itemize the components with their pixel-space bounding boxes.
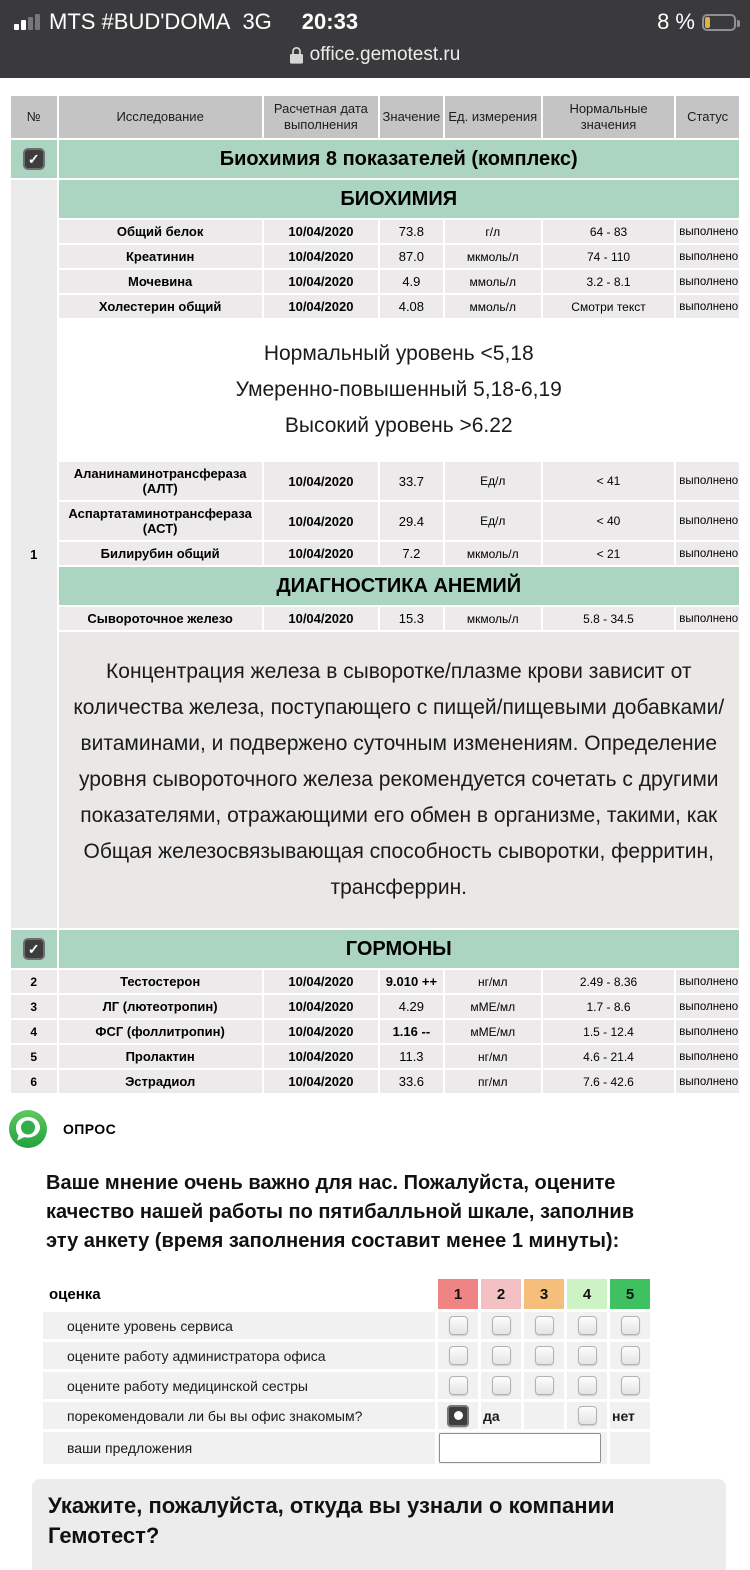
date-cell: 10/04/2020 xyxy=(264,1045,378,1068)
table-row xyxy=(11,245,739,268)
source-question-text: Укажите, пожалуйста, откуда вы узнали о компании Гемотест? xyxy=(48,1493,615,1548)
normal-range-cell: 1.7 - 8.6 xyxy=(543,995,674,1018)
row-number: 4 xyxy=(11,1020,57,1043)
rating-checkbox[interactable] xyxy=(492,1346,511,1365)
date-cell: 10/04/2020 xyxy=(264,970,378,993)
question-label: оцените уровень сервиса xyxy=(43,1312,435,1339)
scale-2: 2 xyxy=(481,1279,521,1309)
source-question-box xyxy=(32,1479,726,1570)
cholesterol-note-line: Нормальный уровень <5,18 xyxy=(263,342,534,365)
normal-range-cell: 74 - 110 xyxy=(543,245,674,268)
rating-checkbox[interactable] xyxy=(535,1316,554,1335)
value-cell: 4.08 xyxy=(380,295,443,318)
section-anemia-title: ДИАГНОСТИКА АНЕМИЙ xyxy=(59,567,740,605)
date-cell: 10/04/2020 xyxy=(264,270,378,293)
note-row-iron xyxy=(11,632,739,928)
status-cell: выполнено xyxy=(676,295,739,318)
rating-checkbox[interactable] xyxy=(492,1376,511,1395)
col-header-test: Исследование xyxy=(59,96,262,138)
unit-cell: пг/мл xyxy=(445,1070,541,1093)
date-cell: 10/04/2020 xyxy=(264,462,378,500)
survey-intro-text: Ваше мнение очень важно для нас. Пожалуйста, оцените качество нашей работы по пятибалльной шкале, заполнив эту анкету (время заполнения составит менее 1 минуты): xyxy=(46,1172,634,1252)
question-label: оцените работу администратора офиса xyxy=(43,1342,435,1369)
lock-icon xyxy=(290,47,303,64)
row-number-group1: 1 xyxy=(11,180,57,928)
section-hormones-title: ГОРМОНЫ xyxy=(59,930,740,968)
status-cell: выполнено xyxy=(676,1020,739,1043)
unit-cell: ммоль/л xyxy=(445,270,541,293)
package-row xyxy=(11,140,739,178)
test-name-cell: Креатинин xyxy=(59,245,262,268)
normal-range-cell: 2.49 - 8.36 xyxy=(543,970,674,993)
normal-range-cell: 1.5 - 12.4 xyxy=(543,1020,674,1043)
status-cell: выполнено xyxy=(676,970,739,993)
package-checkbox-cell xyxy=(11,140,57,178)
iron-note xyxy=(59,632,740,928)
suggestions-label: ваши предложения xyxy=(43,1432,435,1464)
table-row xyxy=(11,1020,739,1043)
package-hormones-checkbox[interactable] xyxy=(23,938,45,960)
cholesterol-note xyxy=(59,320,740,460)
status-bar-top-row xyxy=(0,6,750,38)
question-label: порекомендовали ли бы вы офис знакомым? xyxy=(43,1402,435,1429)
recommend-yes-checkbox[interactable] xyxy=(447,1405,469,1427)
col-header-unit: Ед. измерения xyxy=(445,96,541,138)
row-number: 2 xyxy=(11,970,57,993)
scale-3: 3 xyxy=(524,1279,564,1309)
date-cell: 10/04/2020 xyxy=(264,295,378,318)
unit-cell: мМЕ/мл xyxy=(445,995,541,1018)
status-bar xyxy=(0,0,750,78)
scale-1: 1 xyxy=(438,1279,478,1309)
rating-scale-label: оценка xyxy=(43,1279,435,1309)
section-biochem-title: БИОХИМИЯ xyxy=(59,180,740,218)
status-cell: выполнено xyxy=(676,995,739,1018)
url-bar[interactable] xyxy=(0,44,750,66)
status-cell: выполнено xyxy=(676,542,739,565)
date-cell: 10/04/2020 xyxy=(264,995,378,1018)
col-header-num: № xyxy=(11,96,57,138)
normal-range-cell: 5.8 - 34.5 xyxy=(543,607,674,630)
test-name-cell: Аланинаминотрансфераза (АЛТ) xyxy=(59,462,262,500)
iron-note-text: Концентрация железа в сыворотке/плазме крови зависит от количества железа, поступающего с пищей/пищевыми добавками/ витаминами, и подвержено суточным изменениям. Определение уровня сывороточного железа рекомендуется сочетать с другими показателями, отражающими его обмен в организме, такими, как Общая железосвязывающая способность сыворотки, ферритин, трансферрин. xyxy=(73,660,725,899)
gemotest-chat-logo-icon xyxy=(8,1109,48,1149)
rating-checkbox[interactable] xyxy=(578,1346,597,1365)
unit-cell: Ед/л xyxy=(445,502,541,540)
rating-checkbox[interactable] xyxy=(492,1316,511,1335)
checkmark-icon: ✓ xyxy=(27,941,40,957)
test-name-cell: Аспартатаминотрансфераза (АСТ) xyxy=(59,502,262,540)
table-row xyxy=(11,542,739,565)
rating-checkbox[interactable] xyxy=(621,1376,640,1395)
test-name-cell: Пролактин xyxy=(59,1045,262,1068)
row-number: 3 xyxy=(11,995,57,1018)
package-title: Биохимия 8 показателей (комплекс) xyxy=(59,140,740,178)
value-cell: 33.7 xyxy=(380,462,443,500)
table-row xyxy=(11,295,739,318)
rating-scale-row xyxy=(43,1279,650,1309)
unit-cell: ммоль/л xyxy=(445,295,541,318)
test-name-cell: Сывороточное железо xyxy=(59,607,262,630)
survey-suggestions-row xyxy=(43,1432,650,1464)
normal-range-cell: < 41 xyxy=(543,462,674,500)
status-cell: выполнено xyxy=(676,1045,739,1068)
value-cell: 1.16 -- xyxy=(380,1020,443,1043)
status-cell: выполнено xyxy=(676,245,739,268)
cholesterol-note-line: Умеренно-повышенный 5,18-6,19 xyxy=(235,378,562,401)
normal-range-cell: < 40 xyxy=(543,502,674,540)
value-cell: 9.010 ++ xyxy=(380,970,443,993)
status-cell: выполнено xyxy=(676,502,739,540)
signal-strength-icon xyxy=(14,14,40,30)
value-cell: 73.8 xyxy=(380,220,443,243)
table-header-row xyxy=(11,96,739,138)
survey-header xyxy=(8,1109,750,1149)
col-header-normal: Нормальные значения xyxy=(543,96,674,138)
value-cell: 33.6 xyxy=(380,1070,443,1093)
rating-checkbox[interactable] xyxy=(578,1316,597,1335)
table-row xyxy=(11,1045,739,1068)
normal-range-cell: Смотри текст xyxy=(543,295,674,318)
note-row-cholesterol xyxy=(11,320,739,460)
date-cell: 10/04/2020 xyxy=(264,502,378,540)
scale-5: 5 xyxy=(610,1279,650,1309)
col-header-value: Значение xyxy=(380,96,443,138)
carrier-label: MTS #BUD'DOMA xyxy=(49,9,231,34)
rating-checkbox[interactable] xyxy=(449,1376,468,1395)
test-name-cell: Эстрадиол xyxy=(59,1070,262,1093)
col-header-status: Статус xyxy=(676,96,739,138)
date-cell: 10/04/2020 xyxy=(264,245,378,268)
unit-cell: г/л xyxy=(445,220,541,243)
date-cell: 10/04/2020 xyxy=(264,220,378,243)
results-table xyxy=(9,94,741,1095)
survey-title: ОПРОС xyxy=(63,1121,117,1137)
hormones-checkbox-cell xyxy=(11,930,57,968)
network-type-label: 3G xyxy=(242,9,272,34)
question-label: оцените работу медицинской сестры xyxy=(43,1372,435,1399)
battery-percent-label: 8 % xyxy=(657,9,695,34)
unit-cell: нг/мл xyxy=(445,970,541,993)
url-text: office.gemotest.ru xyxy=(309,44,461,65)
date-cell: 10/04/2020 xyxy=(264,607,378,630)
value-cell: 4.9 xyxy=(380,270,443,293)
normal-range-cell: 7.6 - 42.6 xyxy=(543,1070,674,1093)
test-name-cell: ЛГ (лютеотропин) xyxy=(59,995,262,1018)
unit-cell: мкмоль/л xyxy=(445,542,541,565)
rating-checkbox[interactable] xyxy=(578,1376,597,1395)
rating-checkbox[interactable] xyxy=(535,1376,554,1395)
test-name-cell: Билирубин общий xyxy=(59,542,262,565)
rating-checkbox[interactable] xyxy=(449,1316,468,1335)
test-name-cell: Мочевина xyxy=(59,270,262,293)
survey-recommend-row xyxy=(43,1402,650,1429)
normal-range-cell: 64 - 83 xyxy=(543,220,674,243)
section-row-anemia xyxy=(11,567,739,605)
package-biochem-checkbox[interactable] xyxy=(23,148,45,170)
survey-question-row xyxy=(43,1342,650,1369)
rating-checkbox[interactable] xyxy=(535,1346,554,1365)
test-name-cell: Тестостерон xyxy=(59,970,262,993)
value-cell: 7.2 xyxy=(380,542,443,565)
row-number: 5 xyxy=(11,1045,57,1068)
section-row-hormones xyxy=(11,930,739,968)
table-row xyxy=(11,607,739,630)
value-cell: 11.3 xyxy=(380,1045,443,1068)
checkmark-icon: ✓ xyxy=(27,151,40,167)
status-cell: выполнено xyxy=(676,1070,739,1093)
suggestions-input[interactable] xyxy=(439,1433,601,1463)
unit-cell: мМЕ/мл xyxy=(445,1020,541,1043)
survey-section xyxy=(0,1095,750,1570)
date-cell: 10/04/2020 xyxy=(264,1020,378,1043)
normal-range-cell: < 21 xyxy=(543,542,674,565)
table-row xyxy=(11,970,739,993)
unit-cell: нг/мл xyxy=(445,1045,541,1068)
test-name-cell: Холестерин общий xyxy=(59,295,262,318)
table-row xyxy=(11,462,739,500)
rating-checkbox[interactable] xyxy=(621,1316,640,1335)
survey-question-row xyxy=(43,1312,650,1339)
table-row xyxy=(11,1070,739,1093)
value-cell: 87.0 xyxy=(380,245,443,268)
value-cell: 29.4 xyxy=(380,502,443,540)
scale-4: 4 xyxy=(567,1279,607,1309)
rating-checkbox[interactable] xyxy=(621,1346,640,1365)
unit-cell: мкмоль/л xyxy=(445,245,541,268)
cholesterol-note-line: Высокий уровень >6.22 xyxy=(284,414,513,437)
date-cell: 10/04/2020 xyxy=(264,1070,378,1093)
status-cell: выполнено xyxy=(676,607,739,630)
test-name-cell: ФСГ (фоллитропин) xyxy=(59,1020,262,1043)
value-cell: 4.29 xyxy=(380,995,443,1018)
section-row-biochem xyxy=(11,180,739,218)
recommend-no-checkbox[interactable] xyxy=(578,1406,597,1425)
clock: 20:33 xyxy=(301,9,359,34)
table-row xyxy=(11,995,739,1018)
value-cell: 15.3 xyxy=(380,607,443,630)
table-row xyxy=(11,502,739,540)
date-cell: 10/04/2020 xyxy=(264,542,378,565)
normal-range-cell: 3.2 - 8.1 xyxy=(543,270,674,293)
table-row xyxy=(11,270,739,293)
unit-cell: мкмоль/л xyxy=(445,607,541,630)
test-name-cell: Общий белок xyxy=(59,220,262,243)
survey-rating-table xyxy=(40,1276,653,1467)
battery-icon xyxy=(702,14,736,31)
status-cell: выполнено xyxy=(676,270,739,293)
yes-label: да xyxy=(481,1402,521,1429)
table-row xyxy=(11,220,739,243)
row-number: 6 xyxy=(11,1070,57,1093)
rating-checkbox[interactable] xyxy=(449,1346,468,1365)
col-header-date: Расчетная дата выполнения xyxy=(264,96,378,138)
status-cell: выполнено xyxy=(676,220,739,243)
no-label: нет xyxy=(610,1402,650,1429)
survey-question-row xyxy=(43,1372,650,1399)
normal-range-cell: 4.6 - 21.4 xyxy=(543,1045,674,1068)
unit-cell: Ед/л xyxy=(445,462,541,500)
status-cell: выполнено xyxy=(676,462,739,500)
